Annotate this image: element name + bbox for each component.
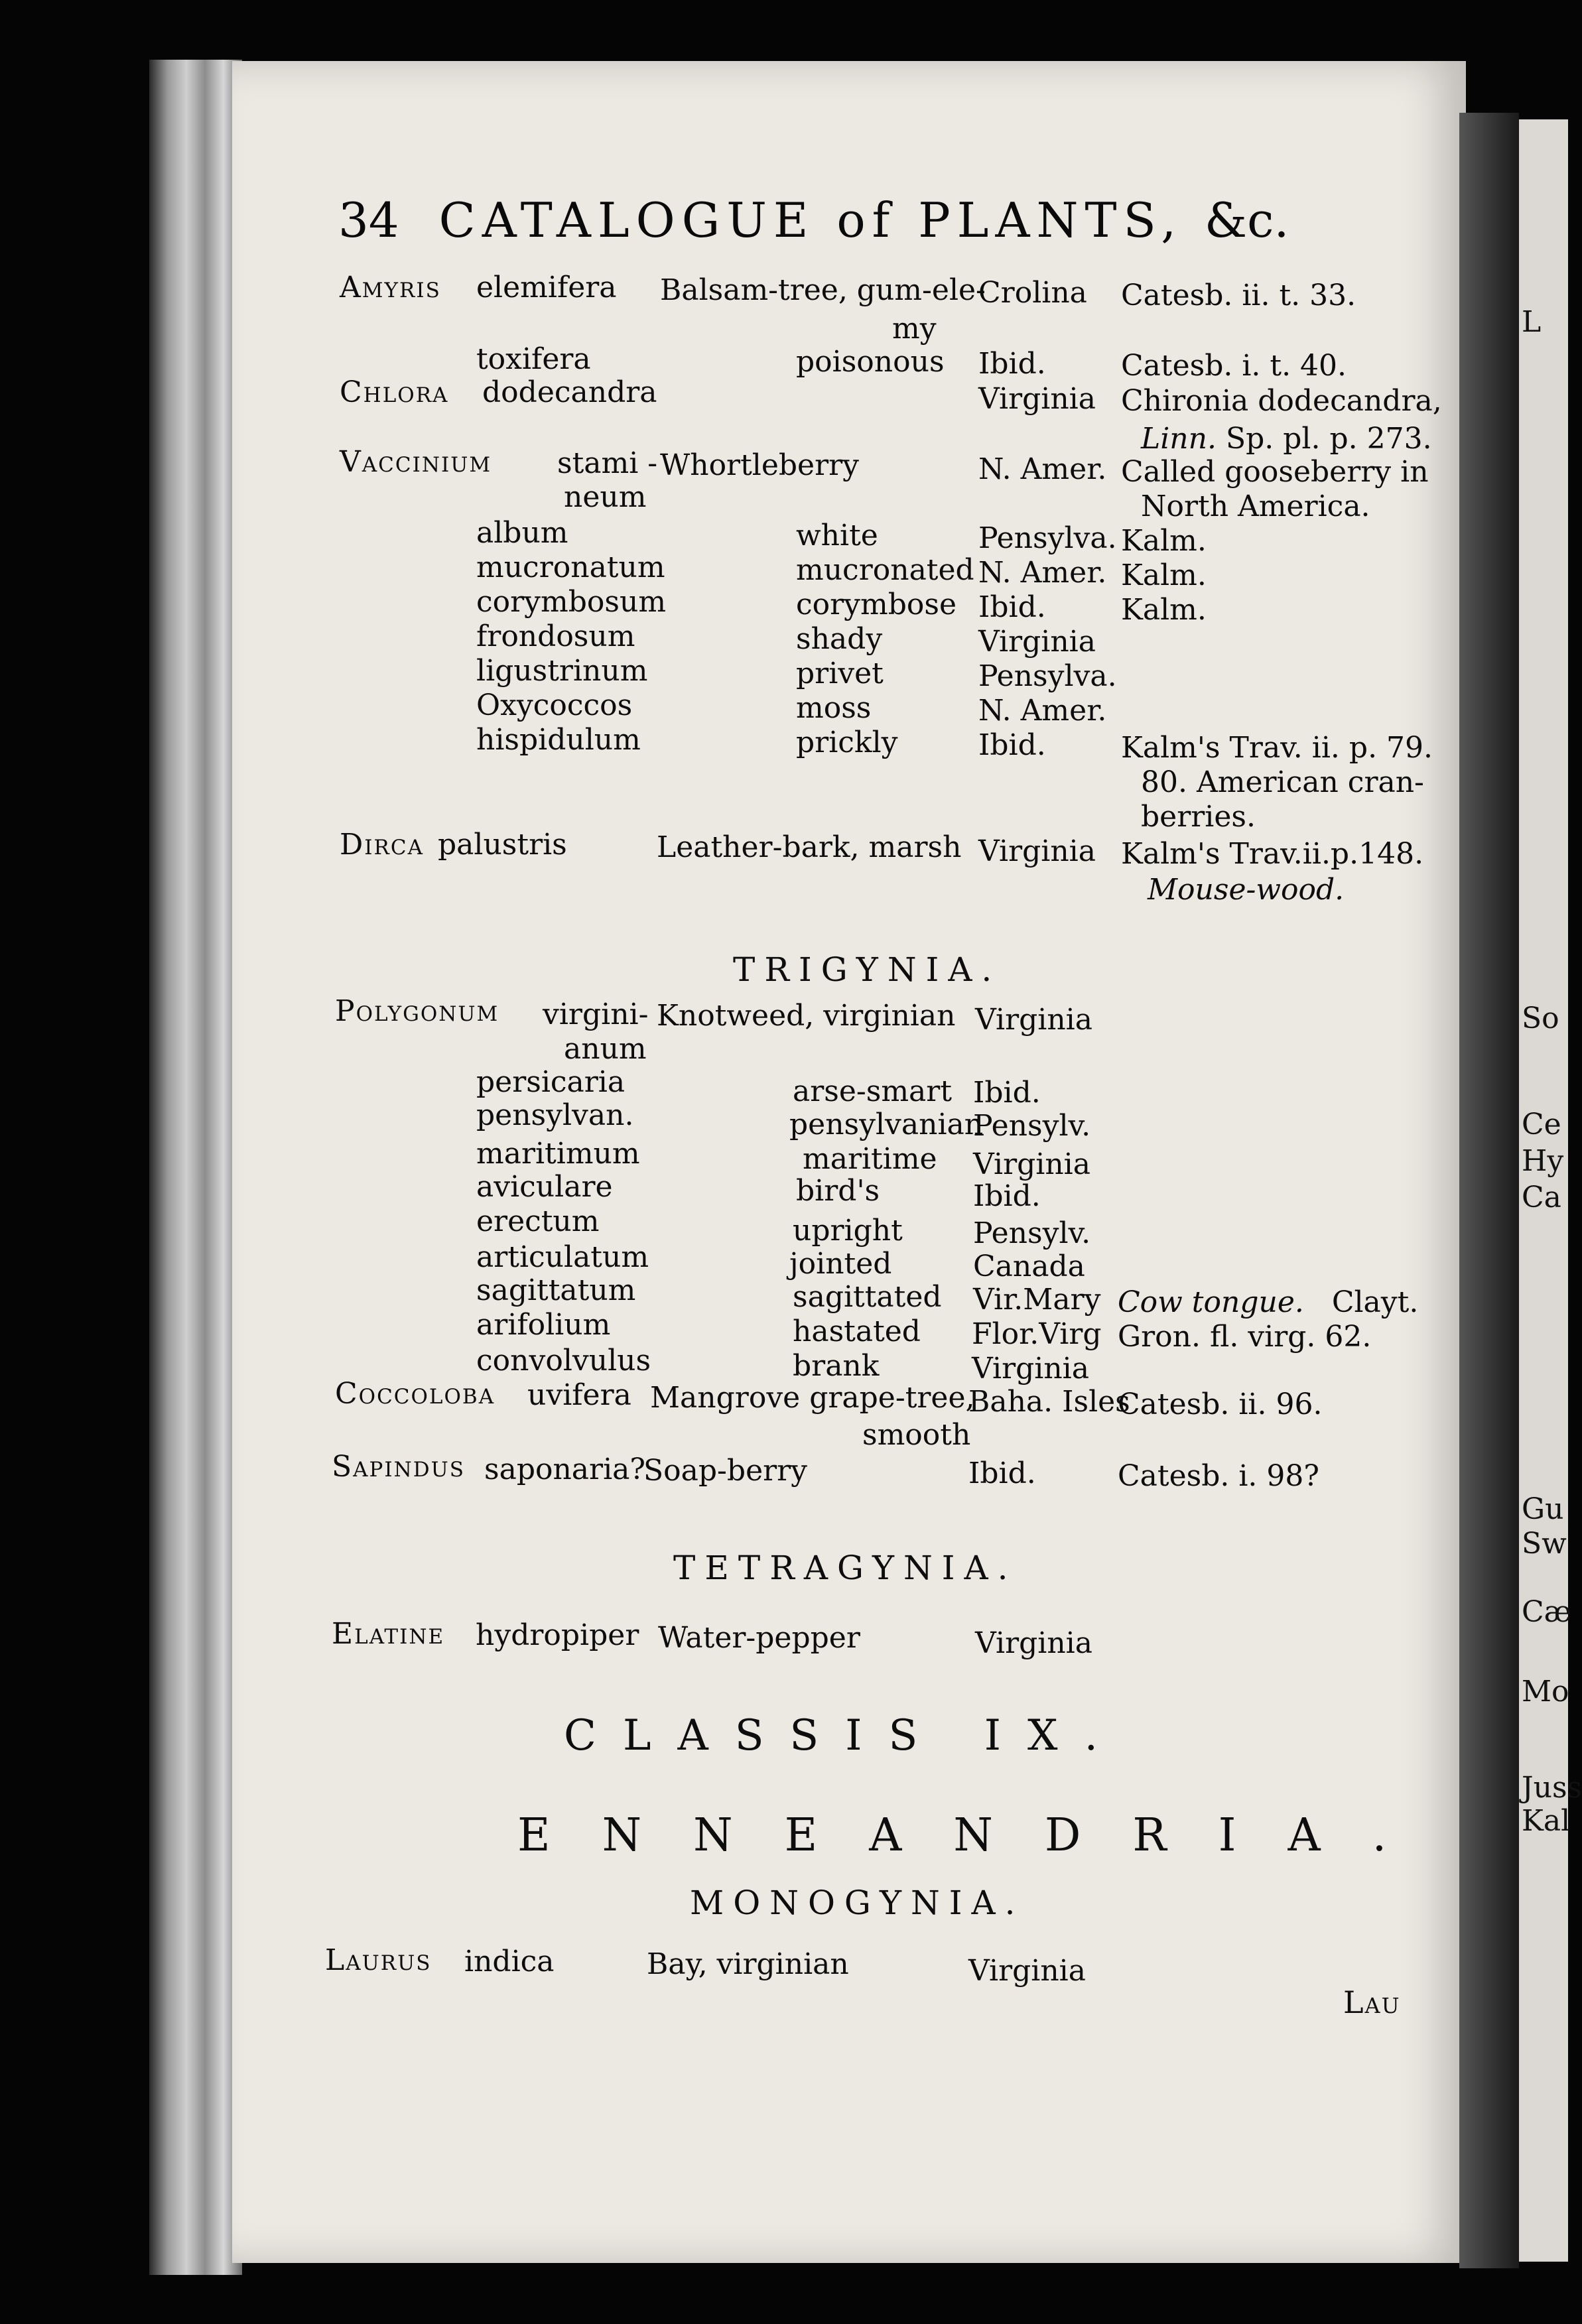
running-header [338, 192, 1289, 248]
facing-fragment: Gu [1522, 1492, 1564, 1526]
facing-fragment: Mo [1522, 1675, 1569, 1709]
genus-name: Amyris [340, 271, 441, 304]
place: Virginia [978, 834, 1096, 868]
gutter-shadow [1459, 113, 1519, 2268]
place: Pensylva. [978, 659, 1117, 693]
place: Virginia [972, 1352, 1089, 1386]
place: Virginia [975, 1626, 1092, 1660]
english-name: Bay, virginian [647, 1947, 849, 1981]
species-name: sagittatum [476, 1273, 636, 1307]
species-name: palustris [438, 828, 567, 862]
genus-name: Elatine [332, 1617, 445, 1651]
species-name: toxifera [476, 342, 591, 376]
place: Ibid. [978, 347, 1046, 381]
reference: Kalm. [1121, 593, 1207, 627]
facing-fragment: Ce [1522, 1108, 1561, 1141]
genus-name: Dirca [340, 828, 424, 862]
reference: Kalm's Trav. ii. p. 79. [1121, 731, 1433, 765]
english-name: shady [796, 622, 883, 656]
catchword: Lau [1343, 1984, 1401, 2020]
species-name: Oxycoccos [476, 688, 633, 722]
english-name: my [892, 312, 937, 346]
english-name: arse-smart [793, 1074, 953, 1108]
place: Ibid. [978, 728, 1046, 762]
species-name: virgini- [543, 998, 649, 1031]
place: Virginia [978, 382, 1096, 416]
facing-fragment: Sw [1522, 1527, 1567, 1561]
english-name: mucronated [796, 553, 974, 587]
species-name: indica [464, 1945, 555, 1978]
reference: Catesb. ii. t. 33. [1121, 279, 1356, 312]
species-name: articulatum [476, 1240, 649, 1274]
place: Pensylv. [973, 1216, 1091, 1250]
section-heading-tetragynia: TETRAGYNIA. [673, 1549, 1018, 1587]
english-name: moss [796, 691, 872, 725]
species-name: hydropiper [476, 1618, 639, 1652]
reference: Kalm's Trav.ii.p.148. [1121, 837, 1424, 871]
reference: Chironia dodecandra, [1121, 384, 1442, 418]
place: Ibid. [978, 590, 1046, 624]
genus-name: Polygonum [335, 994, 499, 1028]
place: Pensylva. [978, 521, 1117, 555]
genus-name: Coccoloba [335, 1377, 495, 1411]
place: Baha. Isles [968, 1385, 1130, 1419]
reference: berries. [1141, 800, 1256, 834]
english-name: Mangrove grape-tree, [650, 1381, 975, 1415]
species-name: saponaria? [484, 1452, 645, 1486]
reference-italic: Linn. [1141, 422, 1217, 456]
species-name: aviculare [476, 1170, 613, 1204]
class-name-heading: ENNEANDRIA. [517, 1809, 1439, 1862]
reference: Catesb. i. 98? [1118, 1459, 1319, 1493]
section-heading-trigynia: TRIGYNIA. [733, 950, 1002, 989]
english-name: upright [793, 1214, 903, 1248]
place: Flor.Virg [972, 1317, 1102, 1351]
genus-name: Laurus [325, 1943, 432, 1977]
species-name: frondosum [476, 619, 635, 653]
species-name: erectum [476, 1204, 600, 1238]
place: Virginia [968, 1954, 1086, 1988]
page-title: CATALOGUE of PLANTS, [438, 192, 1183, 248]
species-name: dodecandra [482, 375, 657, 409]
reference-text: Sp. pl. p. 273. [1225, 422, 1432, 456]
species-name: neum [564, 480, 647, 514]
facing-page-strip [1519, 119, 1582, 2262]
species-name: uvifera [527, 1378, 631, 1412]
english-name: Whortleberry [660, 448, 860, 482]
english-name: Knotweed, virginian [657, 999, 956, 1033]
english-name: prickly [796, 726, 898, 759]
english-name: hastated [793, 1315, 921, 1348]
genus-name: Chlora [340, 375, 449, 409]
english-name: maritime [803, 1142, 937, 1176]
reference-text: Clayt. [1331, 1285, 1419, 1319]
place: N. Amer. [978, 452, 1107, 486]
reference: Kalm. [1121, 558, 1207, 592]
english-name: sagittated [793, 1280, 942, 1314]
facing-fragment: Kal [1522, 1804, 1571, 1838]
english-name: brank [793, 1349, 880, 1383]
english-name: Balsam-tree, gum-ele- [660, 273, 986, 307]
reference [1118, 1285, 1419, 1319]
place: Vir.Mary [973, 1283, 1101, 1317]
english-name: Leather-bark, marsh [657, 830, 962, 864]
page-number: 34 [338, 192, 399, 248]
english-name: pensylvanian [789, 1108, 984, 1141]
place: Crolina [978, 276, 1087, 310]
english-name: Soap-berry [643, 1454, 808, 1488]
class-heading: CLASSIS IX. [564, 1711, 1124, 1760]
english-name: corymbose [796, 588, 957, 621]
facing-fragment: Ca [1522, 1181, 1561, 1214]
english-name: white [796, 519, 878, 552]
english-name: bird's [796, 1174, 880, 1208]
place: N. Amer. [978, 556, 1107, 590]
reference: Called gooseberry in [1121, 455, 1429, 489]
genus-name: Sapindus [332, 1450, 465, 1484]
facing-fragment: So [1522, 1001, 1559, 1035]
place: Pensylv. [973, 1109, 1091, 1143]
title-suffix: &c. [1205, 192, 1289, 248]
species-name: pensylvan. [476, 1098, 634, 1132]
species-name: elemifera [476, 271, 617, 304]
species-name: anum [564, 1032, 647, 1066]
english-name: Water-pepper [658, 1621, 860, 1655]
species-name: hispidulum [476, 723, 641, 757]
facing-fragment: Hy [1522, 1144, 1564, 1178]
reference-italic: Cow tongue. [1118, 1285, 1304, 1319]
reference: Catesb. i. t. 40. [1121, 349, 1347, 383]
place: Virginia [978, 625, 1096, 659]
reference: 80. American cran- [1141, 765, 1424, 799]
english-name: jointed [789, 1247, 892, 1281]
facing-fragment: L [1522, 305, 1542, 339]
place: Ibid. [973, 1076, 1041, 1110]
section-heading-monogynia: MONOGYNIA. [690, 1884, 1025, 1922]
reference: Gron. fl. virg. 62. [1118, 1320, 1372, 1354]
species-name: convolvulus [476, 1344, 651, 1378]
genus-name: Vaccinium [340, 445, 492, 479]
facing-fragment: Juss [1522, 1771, 1582, 1805]
place: Canada [973, 1250, 1085, 1283]
reference: North America. [1141, 489, 1370, 523]
english-name: poisonous [796, 345, 945, 379]
reference: Catesb. ii. 96. [1118, 1388, 1323, 1421]
english-name: privet [796, 657, 884, 690]
place: Ibid. [973, 1179, 1041, 1213]
species-name: stami - [557, 446, 658, 480]
species-name: arifolium [476, 1308, 611, 1342]
place: N. Amer. [978, 694, 1107, 728]
species-name: mucronatum [476, 550, 665, 584]
reference-italic: Mouse-wood. [1148, 873, 1345, 907]
place: Ibid. [968, 1456, 1036, 1490]
reference [1141, 424, 1432, 454]
facing-fragment: Cæ [1522, 1595, 1572, 1629]
page-edges [149, 60, 242, 2275]
place: Virginia [975, 1003, 1092, 1037]
species-name: corymbosum [476, 585, 667, 619]
species-name: persicaria [476, 1065, 626, 1099]
english-name: smooth [862, 1418, 971, 1452]
species-name: ligustrinum [476, 654, 648, 688]
place: Virginia [973, 1147, 1090, 1181]
species-name: maritimum [476, 1137, 640, 1171]
species-name: album [476, 516, 568, 550]
reference: Kalm. [1121, 524, 1207, 558]
